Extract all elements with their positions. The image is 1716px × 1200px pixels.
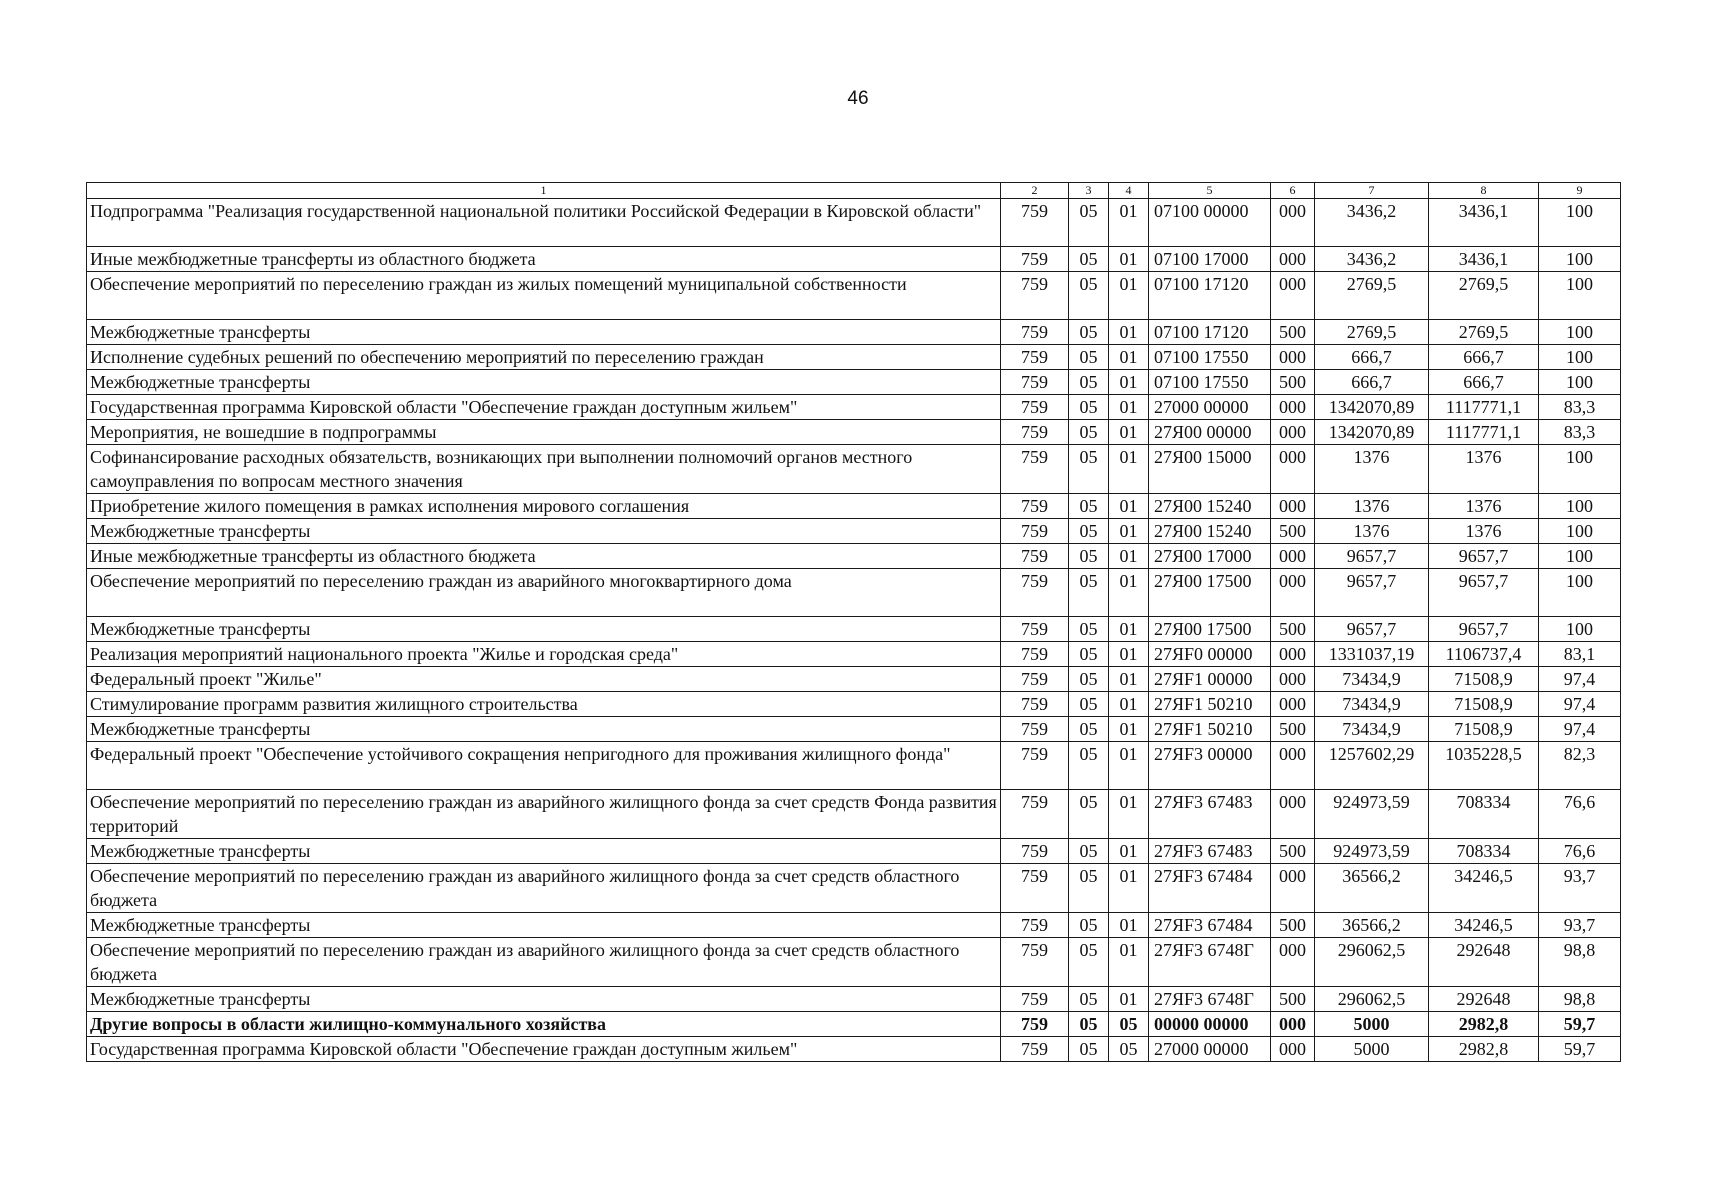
planned-cell: 924973,59: [1315, 790, 1429, 839]
table-row: [87, 742, 1621, 790]
rzpr-code-cell: 759: [1001, 320, 1069, 345]
budget-table-container: [86, 182, 1620, 1062]
section-cell: 05: [1069, 199, 1109, 247]
subsection-cell: 01: [1109, 742, 1149, 790]
subsection-cell: 01: [1109, 272, 1149, 320]
table-row: [87, 790, 1621, 839]
header-cell: 3: [1069, 183, 1109, 199]
table-row: [87, 938, 1621, 987]
target-article-cell: 27000 00000: [1149, 395, 1271, 420]
expense-type-cell: 000: [1271, 395, 1315, 420]
row-name-cell: Иные межбюджетные трансферты из областного бюджета: [87, 544, 1001, 569]
executed-cell: 2769,5: [1429, 320, 1539, 345]
rzpr-code-cell: 759: [1001, 913, 1069, 938]
target-article-cell: 27Я00 17500: [1149, 569, 1271, 617]
table-body: [87, 183, 1621, 1062]
percent-cell: 59,7: [1539, 1012, 1621, 1037]
target-article-cell: 27Я00 15240: [1149, 519, 1271, 544]
row-name-cell: Обеспечение мероприятий по переселению граждан из аварийного жилищного фонда за счет средств областного бюджета: [87, 938, 1001, 987]
table-row: [87, 320, 1621, 345]
executed-cell: 666,7: [1429, 370, 1539, 395]
row-name-cell: Исполнение судебных решений по обеспечению мероприятий по переселению граждан: [87, 345, 1001, 370]
expense-type-cell: 500: [1271, 519, 1315, 544]
executed-cell: 292648: [1429, 987, 1539, 1012]
section-cell: 05: [1069, 494, 1109, 519]
percent-cell: 97,4: [1539, 717, 1621, 742]
planned-cell: 73434,9: [1315, 692, 1429, 717]
section-cell: 05: [1069, 420, 1109, 445]
header-cell: 2: [1001, 183, 1069, 199]
section-cell: 05: [1069, 272, 1109, 320]
section-cell: 05: [1069, 667, 1109, 692]
target-article-cell: 27ЯF3 67484: [1149, 864, 1271, 913]
subsection-cell: 01: [1109, 667, 1149, 692]
rzpr-code-cell: 759: [1001, 617, 1069, 642]
target-article-cell: 27ЯF1 50210: [1149, 692, 1271, 717]
row-name-cell: Федеральный проект "Обеспечение устойчивого сокращения непригодного для проживания жилищного фонда": [87, 742, 1001, 790]
planned-cell: 1376: [1315, 519, 1429, 544]
rzpr-code-cell: 759: [1001, 199, 1069, 247]
subsection-cell: 01: [1109, 617, 1149, 642]
expense-type-cell: 000: [1271, 692, 1315, 717]
executed-cell: 666,7: [1429, 345, 1539, 370]
row-name-cell: Межбюджетные трансферты: [87, 519, 1001, 544]
table-row: [87, 494, 1621, 519]
table-row: [87, 272, 1621, 320]
subsection-cell: 01: [1109, 519, 1149, 544]
percent-cell: 76,6: [1539, 790, 1621, 839]
planned-cell: 1376: [1315, 494, 1429, 519]
row-name-cell: Подпрограмма "Реализация государственной национальной политики Российской Федерации в Кировской области": [87, 199, 1001, 247]
executed-cell: 1035228,5: [1429, 742, 1539, 790]
header-cell: 5: [1149, 183, 1271, 199]
expense-type-cell: 000: [1271, 272, 1315, 320]
rzpr-code-cell: 759: [1001, 544, 1069, 569]
table-row: [87, 987, 1621, 1012]
target-article-cell: 27Я00 15000: [1149, 445, 1271, 494]
target-article-cell: 00000 00000: [1149, 1012, 1271, 1037]
expense-type-cell: 000: [1271, 864, 1315, 913]
executed-cell: 9657,7: [1429, 569, 1539, 617]
header-row: [87, 183, 1621, 199]
planned-cell: 3436,2: [1315, 247, 1429, 272]
subsection-cell: 01: [1109, 445, 1149, 494]
table-row: [87, 717, 1621, 742]
target-article-cell: 27ЯF3 6748Г: [1149, 987, 1271, 1012]
section-cell: 05: [1069, 938, 1109, 987]
percent-cell: 83,3: [1539, 420, 1621, 445]
percent-cell: 82,3: [1539, 742, 1621, 790]
executed-cell: 34246,5: [1429, 913, 1539, 938]
expense-type-cell: 500: [1271, 913, 1315, 938]
planned-cell: 924973,59: [1315, 839, 1429, 864]
table-row: [87, 617, 1621, 642]
target-article-cell: 07100 17120: [1149, 320, 1271, 345]
expense-type-cell: 000: [1271, 938, 1315, 987]
executed-cell: 1117771,1: [1429, 395, 1539, 420]
row-name-cell: Государственная программа Кировской области "Обеспечение граждан доступным жильем": [87, 1037, 1001, 1062]
subsection-cell: 01: [1109, 395, 1149, 420]
expense-type-cell: 000: [1271, 1037, 1315, 1062]
row-name-cell: Государственная программа Кировской области "Обеспечение граждан доступным жильем": [87, 395, 1001, 420]
executed-cell: 2769,5: [1429, 272, 1539, 320]
section-cell: 05: [1069, 742, 1109, 790]
percent-cell: 76,6: [1539, 839, 1621, 864]
section-cell: 05: [1069, 1037, 1109, 1062]
executed-cell: 2982,8: [1429, 1012, 1539, 1037]
planned-cell: 1342070,89: [1315, 420, 1429, 445]
rzpr-code-cell: 759: [1001, 272, 1069, 320]
subsection-cell: 01: [1109, 913, 1149, 938]
rzpr-code-cell: 759: [1001, 1037, 1069, 1062]
header-cell: 6: [1271, 183, 1315, 199]
table-row: [87, 247, 1621, 272]
percent-cell: 100: [1539, 320, 1621, 345]
planned-cell: 9657,7: [1315, 569, 1429, 617]
executed-cell: 9657,7: [1429, 544, 1539, 569]
executed-cell: 1376: [1429, 519, 1539, 544]
expense-type-cell: 500: [1271, 320, 1315, 345]
rzpr-code-cell: 759: [1001, 1012, 1069, 1037]
header-cell: 8: [1429, 183, 1539, 199]
section-cell: 05: [1069, 717, 1109, 742]
subsection-cell: 01: [1109, 692, 1149, 717]
rzpr-code-cell: 759: [1001, 938, 1069, 987]
expense-type-cell: 000: [1271, 742, 1315, 790]
percent-cell: 83,1: [1539, 642, 1621, 667]
subsection-cell: 01: [1109, 420, 1149, 445]
table-row: [87, 445, 1621, 494]
percent-cell: 100: [1539, 494, 1621, 519]
planned-cell: 3436,2: [1315, 199, 1429, 247]
row-name-cell: Другие вопросы в области жилищно-коммунального хозяйства: [87, 1012, 1001, 1037]
executed-cell: 71508,9: [1429, 717, 1539, 742]
target-article-cell: 07100 17120: [1149, 272, 1271, 320]
row-name-cell: Межбюджетные трансферты: [87, 617, 1001, 642]
target-article-cell: 07100 17000: [1149, 247, 1271, 272]
section-cell: 05: [1069, 395, 1109, 420]
percent-cell: 100: [1539, 272, 1621, 320]
header-cell: 1: [87, 183, 1001, 199]
executed-cell: 71508,9: [1429, 692, 1539, 717]
planned-cell: 5000: [1315, 1012, 1429, 1037]
row-name-cell: Межбюджетные трансферты: [87, 839, 1001, 864]
percent-cell: 97,4: [1539, 667, 1621, 692]
expense-type-cell: 000: [1271, 1012, 1315, 1037]
subsection-cell: 01: [1109, 247, 1149, 272]
table-row: [87, 345, 1621, 370]
header-cell: 9: [1539, 183, 1621, 199]
table-row: [87, 864, 1621, 913]
target-article-cell: 27ЯF3 67484: [1149, 913, 1271, 938]
section-cell: 05: [1069, 569, 1109, 617]
subsection-cell: 01: [1109, 494, 1149, 519]
percent-cell: 59,7: [1539, 1037, 1621, 1062]
subsection-cell: 01: [1109, 864, 1149, 913]
target-article-cell: 27Я00 17000: [1149, 544, 1271, 569]
rzpr-code-cell: 759: [1001, 717, 1069, 742]
rzpr-code-cell: 759: [1001, 420, 1069, 445]
row-name-cell: Софинансирование расходных обязательств, возникающих при выполнении полномочий органов местного самоуправления по вопросам местного значения: [87, 445, 1001, 494]
executed-cell: 708334: [1429, 790, 1539, 839]
table-row: [87, 420, 1621, 445]
section-cell: 05: [1069, 345, 1109, 370]
rzpr-code-cell: 759: [1001, 569, 1069, 617]
executed-cell: 3436,1: [1429, 199, 1539, 247]
expense-type-cell: 000: [1271, 494, 1315, 519]
rzpr-code-cell: 759: [1001, 667, 1069, 692]
section-cell: 05: [1069, 790, 1109, 839]
table-row: [87, 370, 1621, 395]
table-row: [87, 519, 1621, 544]
subsection-cell: 01: [1109, 790, 1149, 839]
expense-type-cell: 500: [1271, 717, 1315, 742]
table-row: [87, 642, 1621, 667]
target-article-cell: 27ЯF1 50210: [1149, 717, 1271, 742]
section-cell: 05: [1069, 864, 1109, 913]
target-article-cell: 27ЯF3 6748Г: [1149, 938, 1271, 987]
target-article-cell: 27ЯF3 67483: [1149, 790, 1271, 839]
row-name-cell: Обеспечение мероприятий по переселению граждан из аварийного жилищного фонда за счет средств областного бюджета: [87, 864, 1001, 913]
executed-cell: 1376: [1429, 445, 1539, 494]
rzpr-code-cell: 759: [1001, 742, 1069, 790]
subsection-cell: 01: [1109, 370, 1149, 395]
page-number: 46: [847, 88, 869, 109]
section-cell: 05: [1069, 370, 1109, 395]
rzpr-code-cell: 759: [1001, 445, 1069, 494]
executed-cell: 9657,7: [1429, 617, 1539, 642]
planned-cell: 2769,5: [1315, 320, 1429, 345]
percent-cell: 98,8: [1539, 938, 1621, 987]
header-cell: 7: [1315, 183, 1429, 199]
executed-cell: 34246,5: [1429, 864, 1539, 913]
planned-cell: 9657,7: [1315, 544, 1429, 569]
table-row: [87, 544, 1621, 569]
expense-type-cell: 500: [1271, 839, 1315, 864]
subsection-cell: 01: [1109, 345, 1149, 370]
rzpr-code-cell: 759: [1001, 790, 1069, 839]
executed-cell: 292648: [1429, 938, 1539, 987]
target-article-cell: 27ЯF0 00000: [1149, 642, 1271, 667]
executed-cell: 1117771,1: [1429, 420, 1539, 445]
rzpr-code-cell: 759: [1001, 692, 1069, 717]
percent-cell: 100: [1539, 617, 1621, 642]
percent-cell: 100: [1539, 247, 1621, 272]
rzpr-code-cell: 759: [1001, 987, 1069, 1012]
expense-type-cell: 000: [1271, 199, 1315, 247]
expense-type-cell: 000: [1271, 345, 1315, 370]
expense-type-cell: 000: [1271, 667, 1315, 692]
table-row: [87, 1012, 1621, 1037]
target-article-cell: 07100 17550: [1149, 345, 1271, 370]
percent-cell: 93,7: [1539, 864, 1621, 913]
table-row: [87, 1037, 1621, 1062]
expense-type-cell: 000: [1271, 544, 1315, 569]
row-name-cell: Обеспечение мероприятий по переселению граждан из аварийного многоквартирного дома: [87, 569, 1001, 617]
target-article-cell: 27Я00 17500: [1149, 617, 1271, 642]
row-name-cell: Межбюджетные трансферты: [87, 913, 1001, 938]
row-name-cell: Федеральный проект "Жилье": [87, 667, 1001, 692]
executed-cell: 708334: [1429, 839, 1539, 864]
percent-cell: 93,7: [1539, 913, 1621, 938]
row-name-cell: Приобретение жилого помещения в рамках исполнения мирового соглашения: [87, 494, 1001, 519]
planned-cell: 1376: [1315, 445, 1429, 494]
table-row: [87, 395, 1621, 420]
section-cell: 05: [1069, 445, 1109, 494]
percent-cell: 100: [1539, 345, 1621, 370]
row-name-cell: Межбюджетные трансферты: [87, 320, 1001, 345]
subsection-cell: 01: [1109, 642, 1149, 667]
table-row: [87, 569, 1621, 617]
expense-type-cell: 500: [1271, 617, 1315, 642]
section-cell: 05: [1069, 642, 1109, 667]
planned-cell: 296062,5: [1315, 938, 1429, 987]
target-article-cell: 27000 00000: [1149, 1037, 1271, 1062]
target-article-cell: 07100 17550: [1149, 370, 1271, 395]
table-row: [87, 913, 1621, 938]
rzpr-code-cell: 759: [1001, 642, 1069, 667]
section-cell: 05: [1069, 692, 1109, 717]
subsection-cell: 01: [1109, 717, 1149, 742]
executed-cell: 1106737,4: [1429, 642, 1539, 667]
section-cell: 05: [1069, 913, 1109, 938]
section-cell: 05: [1069, 617, 1109, 642]
target-article-cell: 07100 00000: [1149, 199, 1271, 247]
section-cell: 05: [1069, 839, 1109, 864]
executed-cell: 1376: [1429, 494, 1539, 519]
table-row: [87, 667, 1621, 692]
row-name-cell: Межбюджетные трансферты: [87, 370, 1001, 395]
section-cell: 05: [1069, 519, 1109, 544]
budget-table: [86, 182, 1621, 1062]
section-cell: 05: [1069, 1012, 1109, 1037]
percent-cell: 100: [1539, 519, 1621, 544]
subsection-cell: 01: [1109, 839, 1149, 864]
section-cell: 05: [1069, 247, 1109, 272]
expense-type-cell: 000: [1271, 569, 1315, 617]
target-article-cell: 27Я00 15240: [1149, 494, 1271, 519]
rzpr-code-cell: 759: [1001, 370, 1069, 395]
percent-cell: 100: [1539, 199, 1621, 247]
expense-type-cell: 000: [1271, 445, 1315, 494]
subsection-cell: 01: [1109, 199, 1149, 247]
subsection-cell: 05: [1109, 1037, 1149, 1062]
section-cell: 05: [1069, 320, 1109, 345]
target-article-cell: 27ЯF1 00000: [1149, 667, 1271, 692]
row-name-cell: Обеспечение мероприятий по переселению граждан из жилых помещений муниципальной собственности: [87, 272, 1001, 320]
target-article-cell: 27Я00 00000: [1149, 420, 1271, 445]
table-row: [87, 199, 1621, 247]
subsection-cell: 01: [1109, 320, 1149, 345]
percent-cell: 100: [1539, 445, 1621, 494]
planned-cell: 666,7: [1315, 370, 1429, 395]
planned-cell: 2769,5: [1315, 272, 1429, 320]
section-cell: 05: [1069, 544, 1109, 569]
header-cell: 4: [1109, 183, 1149, 199]
percent-cell: 100: [1539, 370, 1621, 395]
subsection-cell: 01: [1109, 987, 1149, 1012]
planned-cell: 9657,7: [1315, 617, 1429, 642]
row-name-cell: Межбюджетные трансферты: [87, 717, 1001, 742]
expense-type-cell: 000: [1271, 642, 1315, 667]
target-article-cell: 27ЯF3 00000: [1149, 742, 1271, 790]
rzpr-code-cell: 759: [1001, 839, 1069, 864]
planned-cell: 1331037,19: [1315, 642, 1429, 667]
target-article-cell: 27ЯF3 67483: [1149, 839, 1271, 864]
percent-cell: 83,3: [1539, 395, 1621, 420]
subsection-cell: 01: [1109, 938, 1149, 987]
percent-cell: 97,4: [1539, 692, 1621, 717]
planned-cell: 1257602,29: [1315, 742, 1429, 790]
row-name-cell: Мероприятия, не вошедшие в подпрограммы: [87, 420, 1001, 445]
expense-type-cell: 500: [1271, 370, 1315, 395]
planned-cell: 666,7: [1315, 345, 1429, 370]
row-name-cell: Реализация мероприятий национального проекта "Жилье и городская среда": [87, 642, 1001, 667]
rzpr-code-cell: 759: [1001, 395, 1069, 420]
expense-type-cell: 000: [1271, 790, 1315, 839]
rzpr-code-cell: 759: [1001, 864, 1069, 913]
subsection-cell: 05: [1109, 1012, 1149, 1037]
rzpr-code-cell: 759: [1001, 494, 1069, 519]
subsection-cell: 01: [1109, 569, 1149, 617]
expense-type-cell: 000: [1271, 247, 1315, 272]
planned-cell: 1342070,89: [1315, 395, 1429, 420]
row-name-cell: Иные межбюджетные трансферты из областного бюджета: [87, 247, 1001, 272]
executed-cell: 3436,1: [1429, 247, 1539, 272]
row-name-cell: Межбюджетные трансферты: [87, 987, 1001, 1012]
planned-cell: 73434,9: [1315, 717, 1429, 742]
expense-type-cell: 000: [1271, 420, 1315, 445]
rzpr-code-cell: 759: [1001, 519, 1069, 544]
expense-type-cell: 500: [1271, 987, 1315, 1012]
section-cell: 05: [1069, 987, 1109, 1012]
planned-cell: 5000: [1315, 1037, 1429, 1062]
executed-cell: 71508,9: [1429, 667, 1539, 692]
percent-cell: 98,8: [1539, 987, 1621, 1012]
planned-cell: 73434,9: [1315, 667, 1429, 692]
table-row: [87, 839, 1621, 864]
table-row: [87, 692, 1621, 717]
percent-cell: 100: [1539, 569, 1621, 617]
percent-cell: 100: [1539, 544, 1621, 569]
rzpr-code-cell: 759: [1001, 247, 1069, 272]
planned-cell: 36566,2: [1315, 864, 1429, 913]
rzpr-code-cell: 759: [1001, 345, 1069, 370]
row-name-cell: Стимулирование программ развития жилищного строительства: [87, 692, 1001, 717]
subsection-cell: 01: [1109, 544, 1149, 569]
planned-cell: 296062,5: [1315, 987, 1429, 1012]
row-name-cell: Обеспечение мероприятий по переселению граждан из аварийного жилищного фонда за счет средств Фонда развития территорий: [87, 790, 1001, 839]
executed-cell: 2982,8: [1429, 1037, 1539, 1062]
planned-cell: 36566,2: [1315, 913, 1429, 938]
